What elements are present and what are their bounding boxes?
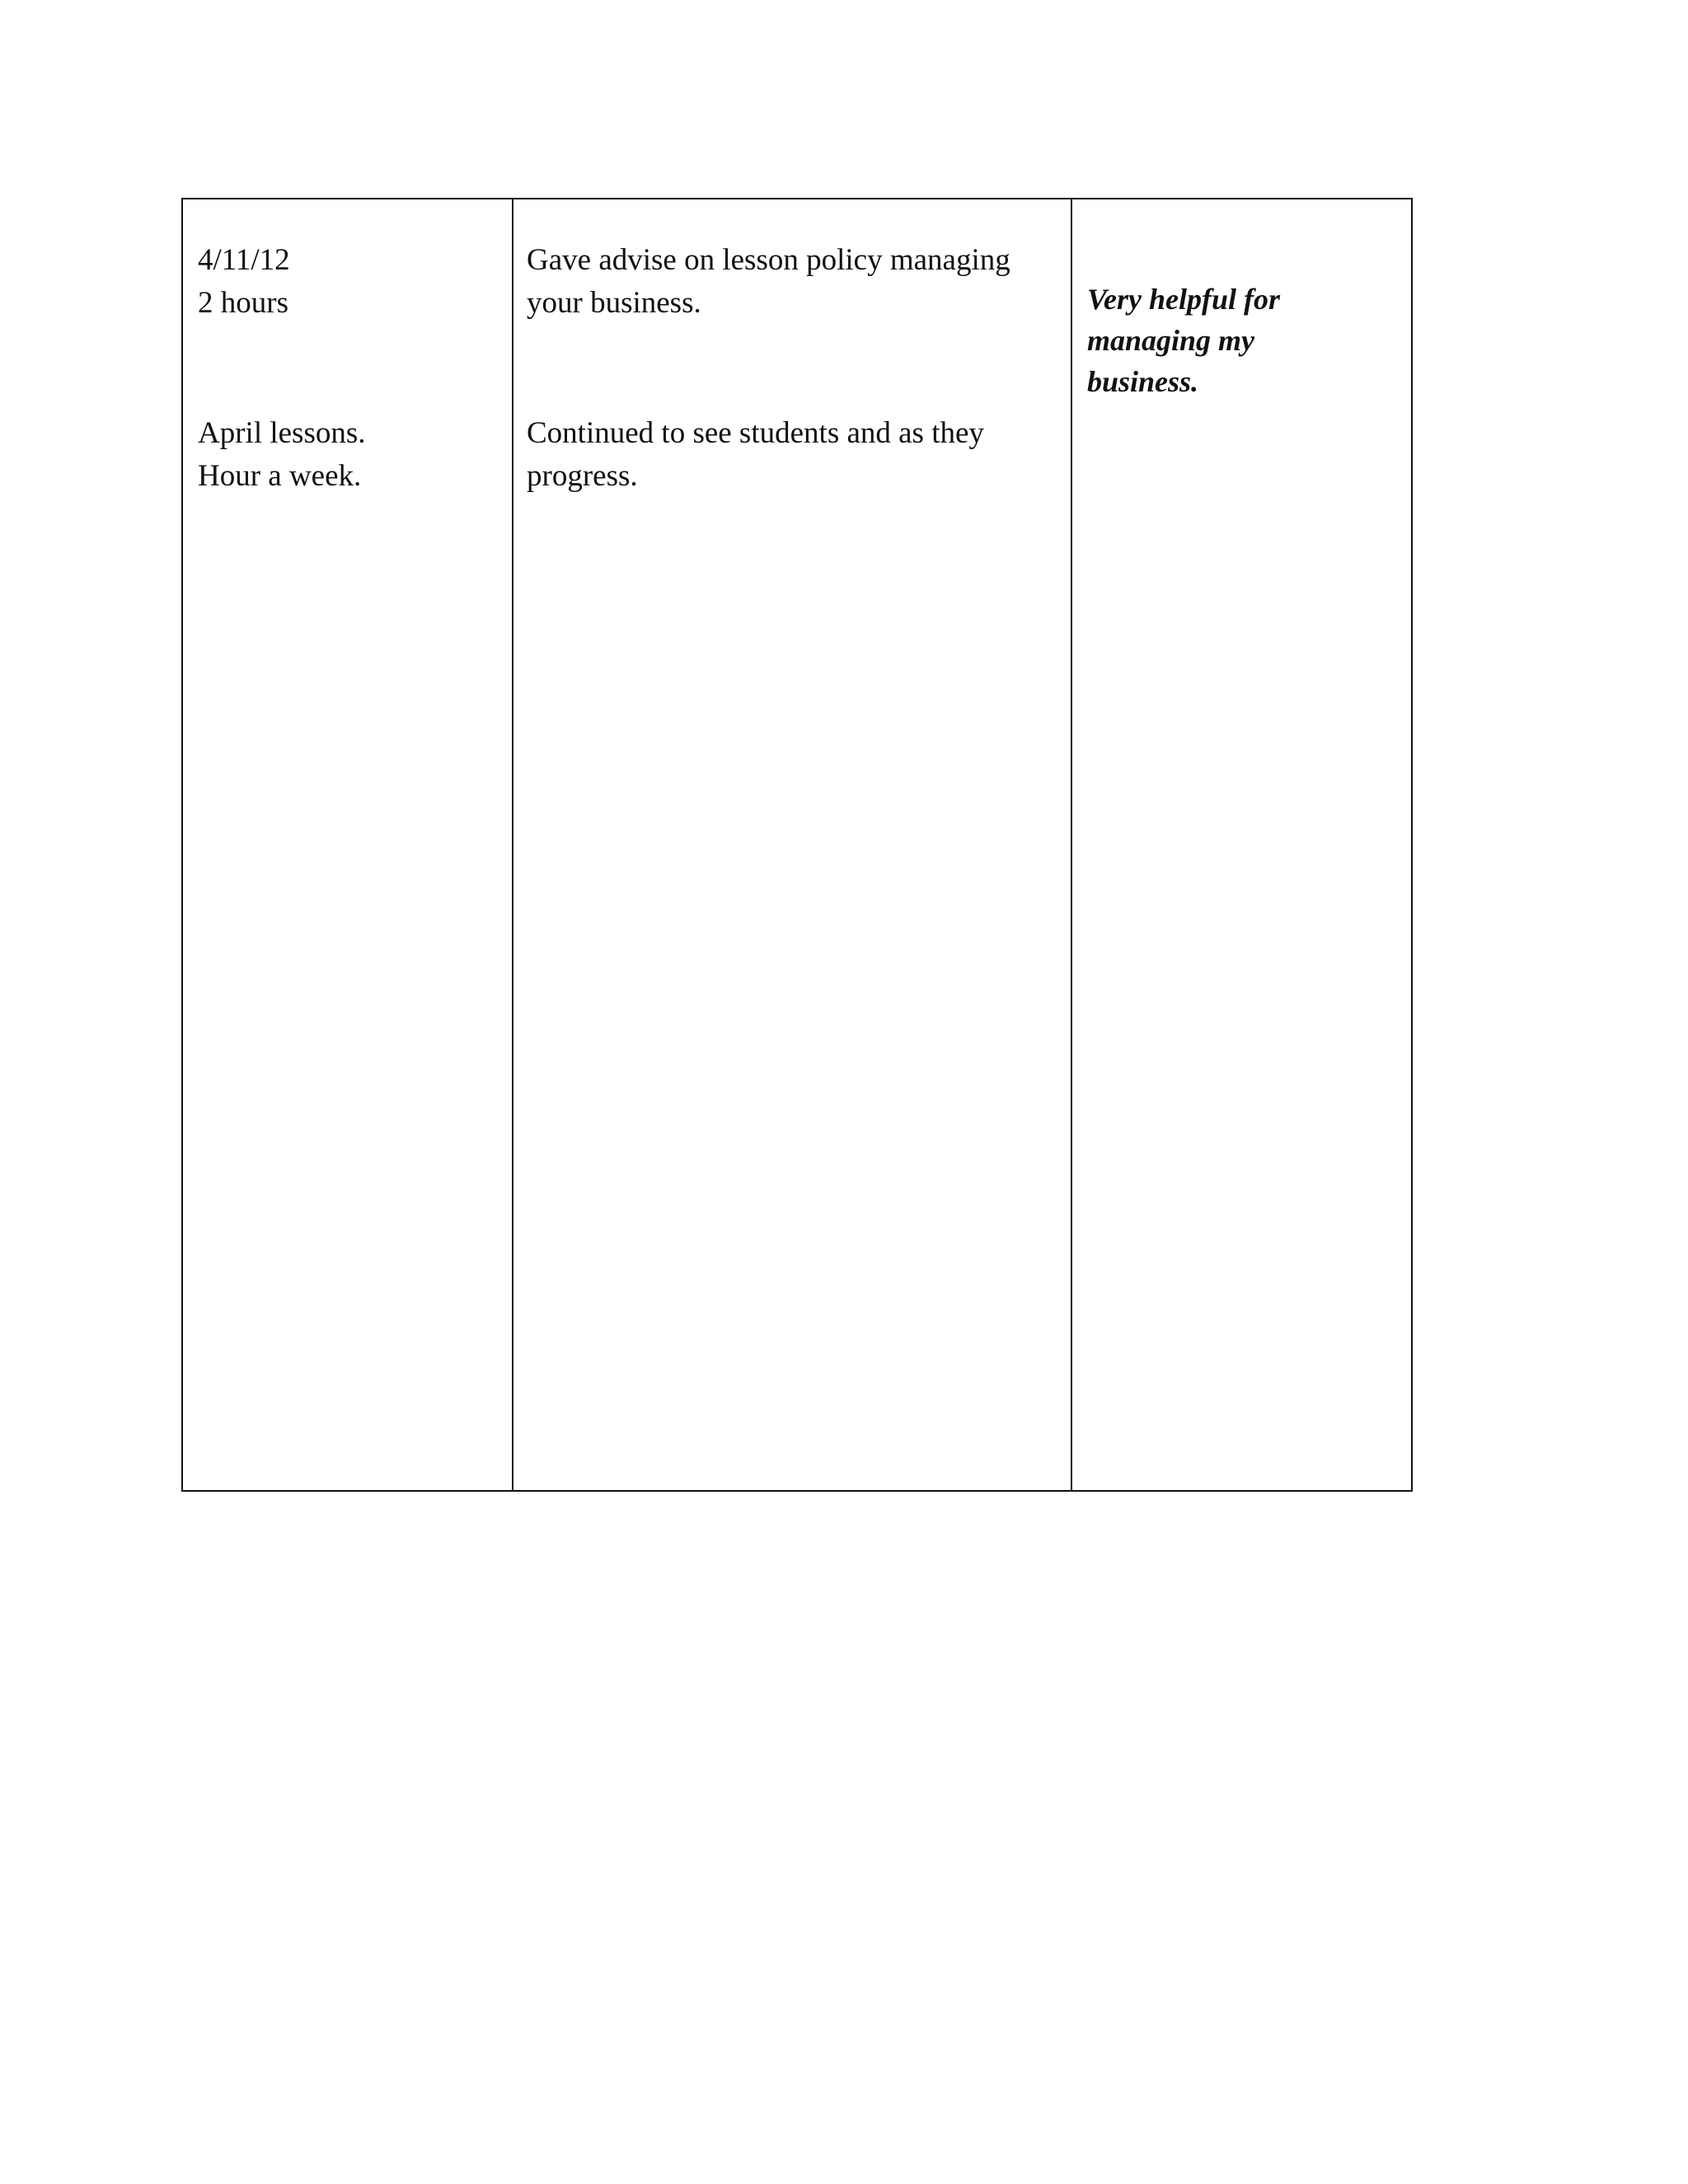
description-line: Continued to see students and as they [527,416,984,450]
description-entry [527,239,1010,325]
description-column [513,199,1072,1490]
description-line: your business. [527,286,701,320]
comment-line: managing my [1087,324,1255,357]
date-duration-entry [198,412,366,498]
comment-line: Very helpful for [1087,283,1280,316]
description-line: progress. [527,459,638,493]
date-duration-column [183,199,513,1490]
entry-duration: 2 hours [198,286,288,320]
description-entry [527,412,984,498]
entry-frequency: Hour a week. [198,459,362,493]
entry-period: April lessons. [198,416,366,450]
activity-log-table [181,198,1413,1492]
comment-line: business. [1087,365,1199,398]
date-duration-entry [198,239,290,325]
comment-column [1072,199,1411,1490]
description-line: Gave advise on lesson policy managing [527,243,1010,277]
comment-entry [1087,279,1280,402]
entry-date: 4/11/12 [198,243,290,277]
